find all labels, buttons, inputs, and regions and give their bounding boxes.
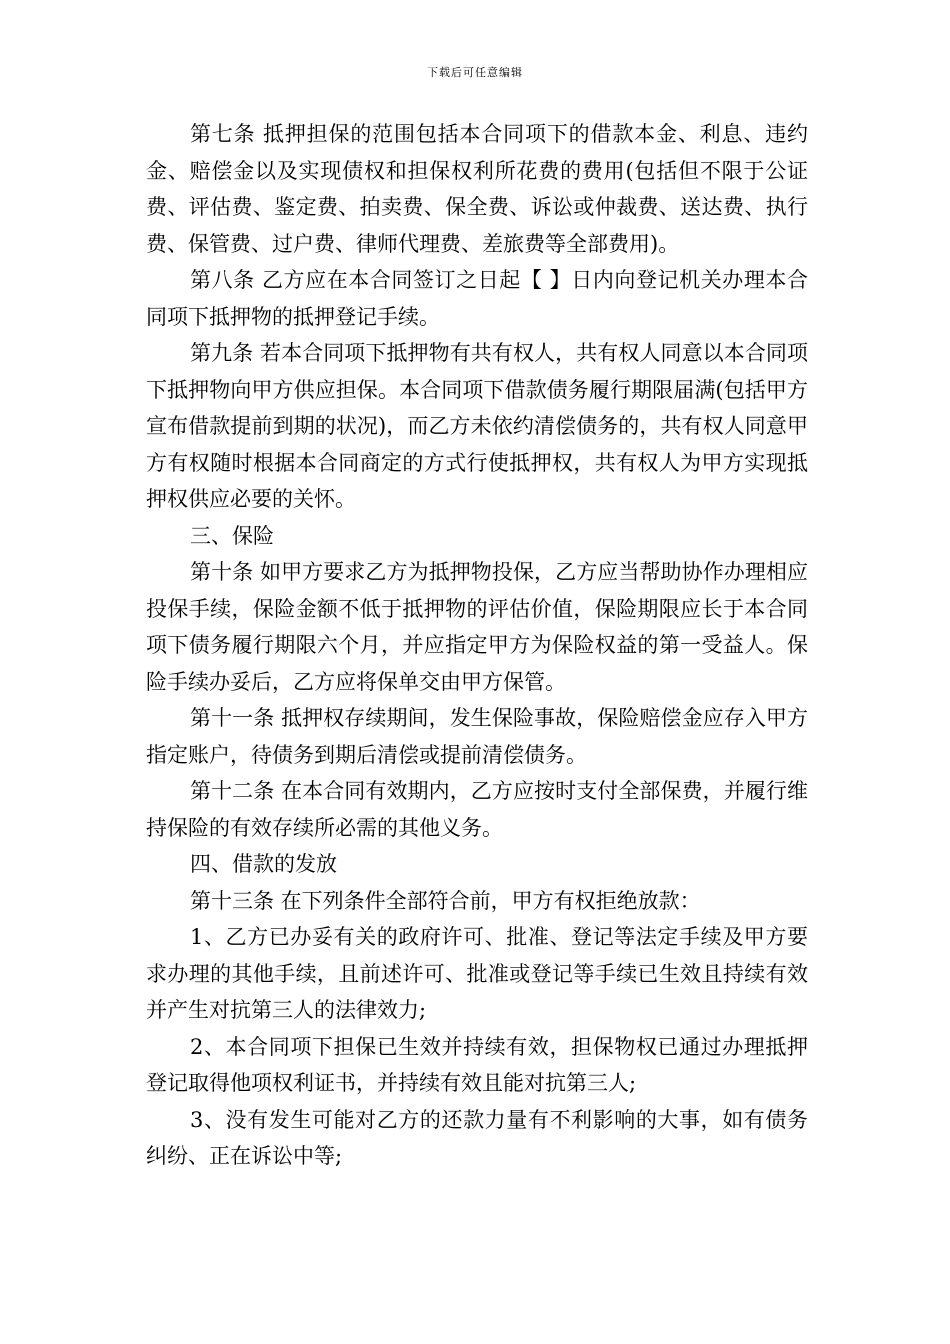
list-item-condition-1: 1、乙方已办妥有关的政府许可、批准、登记等法定手续及甲方要求办理的其他手续，且前述许可、批准或登记等手续已生效且持续有效并产生对抗第三人的法律效力; xyxy=(146,925,808,1022)
document-body xyxy=(146,116,808,1175)
paragraph-article-12: 第十二条 在本合同有效期内，乙方应按时支付全部保费，并履行维持保险的有效存续所必需的其他义务。 xyxy=(146,779,808,840)
paragraph-article-10: 第十条 如甲方要求乙方为抵押物投保，乙方应当帮助协作办理相应投保手续，保险金额不低于抵押物的评估价值，保险期限应长于本合同项下债务履行期限六个月，并应指定甲方为保险权益的第一受益人。保险手续办妥后，乙方应将保单交由甲方保管。 xyxy=(146,560,808,694)
list-item-condition-3: 3、没有发生可能对乙方的还款力量有不利影响的大事，如有债务纠纷、正在诉讼中等; xyxy=(146,1107,808,1168)
paragraph-article-8: 第八条 乙方应在本合同签订之日起【 】日内向登记机关办理本合同项下抵押物的抵押登记手续。 xyxy=(146,268,808,329)
paragraph-article-13: 第十三条 在下列条件全部符合前，甲方有权拒绝放款： xyxy=(190,888,701,913)
paragraph-article-9: 第九条 若本合同项下抵押物有共有权人，共有权人同意以本合同项下抵押物向甲方供应担保。本合同项下借款债务履行期限届满(包括甲方宣布借款提前到期的状况)，而乙方未依约清偿债务的，共有权人同意甲方有权随时根据本合同商定的方式行使抵押权，共有权人为甲方实现抵押权供应必要的关怀。 xyxy=(146,341,808,511)
paragraph-article-7: 第七条 抵押担保的范围包括本合同项下的借款本金、利息、违约金、赔偿金以及实现债权和担保权利所花费的费用(包括但不限于公证费、评估费、鉴定费、拍卖费、保全费、诉讼或仲裁费、送达费、执行费、保管费、过户费、律师代理费、差旅费等全部费用)。 xyxy=(146,122,808,256)
section-heading-loan-disbursement: 四、借款的发放 xyxy=(190,852,337,876)
paragraph-article-11: 第十一条 抵押权存续期间，发生保险事故，保险赔偿金应存入甲方指定账户，待债务到期后清偿或提前清偿债务。 xyxy=(146,706,808,767)
section-heading-insurance: 三、保险 xyxy=(190,523,274,548)
list-item-condition-2: 2、本合同项下担保已生效并持续有效，担保物权已通过办理抵押登记取得他项权利证书，并持续有效且能对抗第三人; xyxy=(146,1034,808,1095)
header-note: 下载后可任意编辑 xyxy=(427,66,523,79)
